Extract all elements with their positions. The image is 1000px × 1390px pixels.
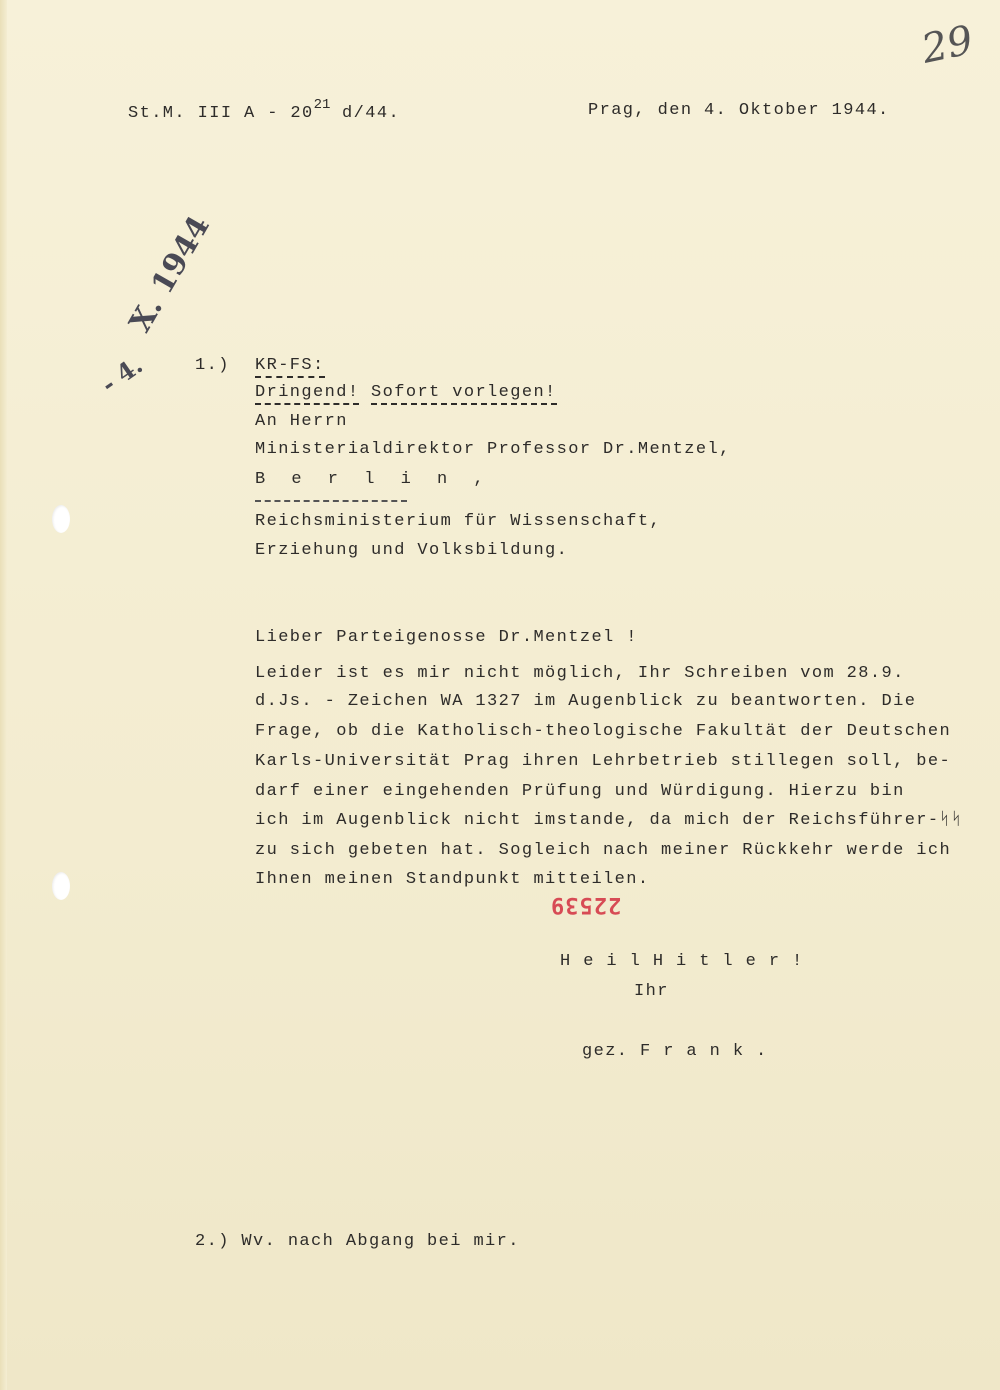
reference-superscript: 21 <box>313 97 331 113</box>
closing-yours: Ihr <box>634 982 669 1001</box>
channel-label: KR-FS: <box>255 356 325 378</box>
reference-number <box>128 97 401 123</box>
reference-prefix: St.M. III A - 20 <box>128 104 314 123</box>
body-line-2: d.Js. - Zeichen WA 1327 im Augenblick zu beantworten. Die <box>255 692 917 711</box>
body-line-6: ich im Augenblick nicht imstande, da mich der Reichsführer-ᛋᛋ <box>255 811 963 830</box>
body-line-4: Karls-Universität Prag ihren Lehrbetrieb stillegen soll, be- <box>255 752 952 771</box>
page-number-handwritten: 29 <box>917 17 978 73</box>
recipient-line2: Ministerialdirektor Professor Dr.Mentzel, <box>255 440 731 459</box>
closing-greeting: H e i l H i t l e r ! <box>560 952 804 971</box>
punch-hole-bottom <box>52 872 70 900</box>
body-line-3: Frage, ob die Katholisch-theologische Fakultät der Deutschen <box>255 722 952 741</box>
signature: gez. F r a n k . <box>582 1042 768 1061</box>
handwritten-date-day: - 4. <box>95 350 148 399</box>
item2-instruction: 2.) Wv. nach Abgang bei mir. <box>195 1232 520 1251</box>
body-line-5: darf einer eingehenden Prüfung und Würdigung. Hierzu bin <box>255 782 905 801</box>
reference-suffix: d/44. <box>330 104 401 123</box>
body-line-7: zu sich gebeten hat. Sogleich nach meiner Rückkehr werde ich <box>255 841 952 860</box>
handwritten-date-month-year: X. 1944 <box>122 210 217 339</box>
place-date: Prag, den 4. Oktober 1944. <box>588 101 890 120</box>
urgent-line <box>255 383 557 402</box>
city-underline <box>255 500 407 502</box>
recipient-line5: Erziehung und Volksbildung. <box>255 541 569 560</box>
punch-hole-top <box>52 505 70 533</box>
present-label: Sofort vorlegen! <box>371 383 557 405</box>
paper-edge <box>0 0 7 1390</box>
item1-number: 1.) <box>195 356 230 375</box>
body-line-8: Ihnen meinen Standpunkt mitteilen. <box>255 870 650 889</box>
registry-stamp: 22539 <box>550 892 622 917</box>
recipient-line1: An Herrn <box>255 412 348 431</box>
urgent-label: Dringend! <box>255 383 359 405</box>
recipient-city: B e r l i n , <box>255 470 492 489</box>
item1-channel <box>255 356 325 375</box>
salutation: Lieber Parteigenosse Dr.Mentzel ! <box>255 628 638 647</box>
recipient-line4: Reichsministerium für Wissenschaft, <box>255 512 662 531</box>
body-line-1: Leider ist es mir nicht möglich, Ihr Schreiben vom 28.9. <box>255 664 905 683</box>
